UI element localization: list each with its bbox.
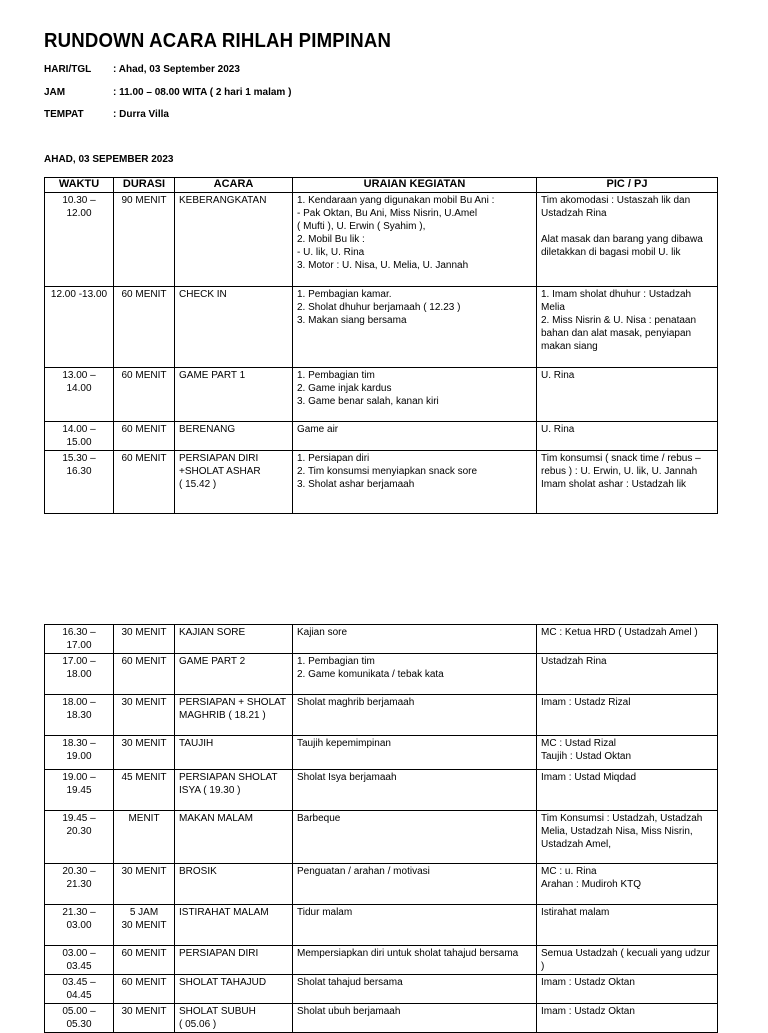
meta-row-place: [44, 109, 291, 132]
cell-pic-line: Ustadzah Amel,: [541, 839, 612, 850]
cell-acara-line: SHOLAT TAHAJUD: [179, 977, 267, 988]
table-row: [45, 422, 718, 451]
cell-uraian-line: 1. Pembagian kamar.: [297, 289, 392, 300]
cell-pic-line: rebus ) : U. Erwin, U. lik, U. Jannah: [541, 466, 698, 477]
table-row: [45, 1004, 718, 1033]
cell-uraian-line: Barbeque: [297, 813, 341, 824]
cell-acara-line: ISYA ( 19.30 ): [179, 785, 241, 796]
cell-durasi-line: 60 MENIT: [121, 656, 167, 667]
cell-uraian: [293, 864, 537, 905]
cell-uraian-line: 3. Makan siang bersama: [297, 315, 407, 326]
cell-pic-line: [541, 220, 713, 233]
cell-waktu: 19.00 – 19.45: [45, 770, 114, 811]
cell-uraian-line: 2. Mobil Bu lik :: [297, 234, 365, 245]
cell-waktu: 15.30 – 16.30: [45, 451, 114, 514]
cell-durasi-line: 30 MENIT: [121, 697, 167, 708]
cell-durasi: [114, 193, 175, 287]
meta-label: JAM: [44, 86, 66, 98]
cell-pic-line: MC : Ketua HRD ( Ustadzah Amel ): [541, 627, 698, 638]
cell-durasi: [114, 811, 175, 864]
cell-uraian: [293, 422, 537, 451]
cell-waktu: 18.30 – 19.00: [45, 736, 114, 770]
cell-uraian-line: - Pak Oktan, Bu Ani, Miss Nisrin, U.Amel: [297, 208, 478, 219]
meta-label: TEMPAT: [44, 109, 84, 120]
cell-durasi: [114, 422, 175, 451]
cell-waktu: 19.45 – 20.30: [45, 811, 114, 864]
cell-waktu: 10.30 – 12.00: [45, 193, 114, 287]
cell-acara: [175, 451, 293, 514]
header-uraian: URAIAN KEGIATAN: [293, 178, 537, 193]
cell-pic-line: Tim Konsumsi : Ustadzah, Ustadzah: [541, 813, 703, 824]
cell-durasi: [114, 736, 175, 770]
cell-acara-line: GAME PART 2: [179, 656, 246, 667]
cell-durasi-line: 30 MENIT: [121, 738, 167, 749]
cell-pic-line: Tim konsumsi ( snack time / rebus –: [541, 453, 701, 464]
cell-pic-line: MC : u. Rina: [541, 866, 597, 877]
cell-uraian: [293, 695, 537, 736]
cell-acara-line: PERSIAPAN DIRI: [179, 453, 259, 464]
header-durasi: DURASI: [114, 178, 175, 193]
cell-uraian-line: Sholat ubuh berjamaah: [297, 1006, 401, 1017]
cell-pic: [537, 422, 718, 451]
table-row: [45, 736, 718, 770]
cell-uraian: [293, 811, 537, 864]
document-title: RUNDOWN ACARA RIHLAH PIMPINAN: [44, 30, 392, 52]
cell-acara-line: BERENANG: [179, 424, 236, 435]
cell-acara: [175, 905, 293, 946]
cell-pic-line: makan siang: [541, 341, 598, 352]
cell-uraian-line: Sholat tahajud bersama: [297, 977, 403, 988]
table-row: [45, 654, 718, 695]
cell-pic-line: diletakkan di bagasi mobil U. lik: [541, 247, 681, 258]
cell-uraian: [293, 1004, 537, 1033]
cell-uraian: [293, 770, 537, 811]
cell-pic-line: bahan dan alat masak, penyiapan: [541, 328, 692, 339]
cell-pic: [537, 695, 718, 736]
cell-uraian: [293, 625, 537, 654]
cell-acara-line: +SHOLAT ASHAR: [179, 466, 261, 477]
meta-row-time: [44, 87, 291, 110]
cell-durasi: [114, 695, 175, 736]
cell-waktu: 05.00 – 05.30: [45, 1004, 114, 1033]
cell-acara: [175, 864, 293, 905]
cell-acara-line: PERSIAPAN DIRI: [179, 948, 259, 959]
cell-acara: [175, 422, 293, 451]
cell-pic: [537, 451, 718, 514]
cell-uraian-line: 2. Tim konsumsi menyiapkan snack sore: [297, 466, 478, 477]
table-row: [45, 625, 718, 654]
cell-durasi-line: 60 MENIT: [121, 948, 167, 959]
cell-durasi-line: 90 MENIT: [121, 195, 167, 206]
cell-acara-line: GAME PART 1: [179, 370, 246, 381]
cell-pic-line: Imam : Ustad Miqdad: [541, 772, 637, 783]
cell-waktu: 18.00 – 18.30: [45, 695, 114, 736]
cell-pic: [537, 625, 718, 654]
meta-label: HARI/TGL: [44, 64, 92, 75]
cell-pic-line: Melia, Ustadzah Nisa, Miss Nisrin,: [541, 826, 693, 837]
cell-durasi-line: 30 MENIT: [121, 1006, 167, 1017]
cell-durasi-line: 30 MENIT: [121, 627, 167, 638]
cell-durasi: [114, 287, 175, 368]
cell-uraian-line: 1. Pembagian tim: [297, 656, 375, 667]
day-heading: AHAD, 03 SEPEMBER 2023: [44, 154, 174, 165]
cell-pic-line: Semua Ustadzah ( kecuali yang udzur ): [541, 948, 710, 972]
cell-uraian-line: 3. Motor : U. Nisa, U. Melia, U. Jannah: [297, 260, 469, 271]
table-row: [45, 811, 718, 864]
table-row: [45, 287, 718, 368]
cell-acara-line: SHOLAT SUBUH: [179, 1006, 256, 1017]
cell-uraian: [293, 975, 537, 1004]
cell-acara-line: MAGHRIB ( 18.21 ): [179, 710, 266, 721]
cell-durasi: [114, 368, 175, 422]
cell-pic: [537, 975, 718, 1004]
table-row: [45, 905, 718, 946]
cell-waktu: 03.00 – 03.45: [45, 946, 114, 975]
cell-pic-line: Imam : Ustadz Oktan: [541, 1006, 635, 1017]
cell-pic: [537, 368, 718, 422]
cell-durasi: [114, 451, 175, 514]
cell-acara-line: TAUJIH: [179, 738, 214, 749]
cell-uraian-line: 3. Sholat ashar berjamaah: [297, 479, 415, 490]
cell-acara-line: PERSIAPAN + SHOLAT: [179, 697, 287, 708]
cell-pic: [537, 905, 718, 946]
cell-uraian-line: Mempersiapkan diri untuk sholat tahajud bersama: [297, 948, 519, 959]
cell-acara-line: ISTIRAHAT MALAM: [179, 907, 269, 918]
cell-uraian-line: - U. lik, U. Rina: [297, 247, 365, 258]
cell-durasi: [114, 1004, 175, 1033]
cell-pic: [537, 193, 718, 287]
event-meta: [44, 64, 291, 132]
cell-durasi: [114, 946, 175, 975]
cell-acara: [175, 287, 293, 368]
cell-acara: [175, 736, 293, 770]
meta-value: : Durra Villa: [113, 109, 169, 120]
cell-uraian: [293, 905, 537, 946]
cell-pic: [537, 946, 718, 975]
cell-pic-line: MC : Ustad Rizal: [541, 738, 617, 749]
cell-acara-line: ( 05.06 ): [179, 1019, 217, 1030]
table-row: [45, 946, 718, 975]
cell-durasi: [114, 625, 175, 654]
meta-value: : 11.00 – 08.00 WITA ( 2 hari 1 malam ): [113, 86, 292, 98]
cell-uraian: [293, 736, 537, 770]
cell-uraian-line: 1. Pembagian tim: [297, 370, 375, 381]
cell-pic: [537, 287, 718, 368]
cell-pic: [537, 811, 718, 864]
cell-uraian-line: Taujih kepemimpinan: [297, 738, 391, 749]
cell-durasi-line: 5 JAM: [129, 907, 159, 918]
cell-pic-line: Imam sholat ashar : Ustadzah lik: [541, 479, 687, 490]
schedule-table-2: [44, 624, 718, 1033]
header-waktu: WAKTU: [45, 178, 114, 193]
cell-waktu: 21.30 – 03.00: [45, 905, 114, 946]
cell-acara-line: BROSIK: [179, 866, 217, 877]
cell-pic-line: Melia: [541, 302, 565, 313]
cell-waktu: 16.30 – 17.00: [45, 625, 114, 654]
cell-acara: [175, 625, 293, 654]
cell-durasi-line: 60 MENIT: [121, 453, 167, 464]
table-row: [45, 451, 718, 514]
cell-pic: [537, 736, 718, 770]
cell-uraian: [293, 946, 537, 975]
cell-acara: [175, 654, 293, 695]
cell-uraian: [293, 368, 537, 422]
cell-pic-line: 2. Miss Nisrin & U. Nisa : penataan: [541, 315, 697, 326]
cell-uraian-line: 2. Sholat dhuhur berjamaah ( 12.23 ): [297, 302, 461, 313]
table-row: [45, 864, 718, 905]
cell-pic-line: Tim akomodasi : Ustaszah lik dan: [541, 195, 691, 206]
cell-durasi-line: MENIT: [128, 813, 160, 824]
cell-waktu: 17.00 – 18.00: [45, 654, 114, 695]
cell-pic-line: Imam : Ustadz Oktan: [541, 977, 635, 988]
table-row: [45, 193, 718, 287]
cell-uraian-line: 1. Persiapan diri: [297, 453, 370, 464]
cell-pic: [537, 654, 718, 695]
cell-pic-line: Alat masak dan barang yang dibawa: [541, 234, 703, 245]
table-row: [45, 770, 718, 811]
cell-uraian-line: 2. Game injak kardus: [297, 383, 392, 394]
cell-uraian: [293, 654, 537, 695]
cell-pic-line: 1. Imam sholat dhuhur : Ustadzah: [541, 289, 692, 300]
cell-pic-line: Ustadzah Rina: [541, 208, 607, 219]
meta-row-date: [44, 64, 291, 87]
cell-durasi: [114, 975, 175, 1004]
table-row: [45, 695, 718, 736]
cell-durasi-line: 60 MENIT: [121, 289, 167, 300]
header-acara: ACARA: [175, 178, 293, 193]
cell-acara: [175, 975, 293, 1004]
cell-uraian-line: Sholat maghrib berjamaah: [297, 697, 415, 708]
cell-acara-line: MAKAN MALAM: [179, 813, 253, 824]
cell-pic: [537, 770, 718, 811]
schedule-table-1: [44, 177, 718, 514]
cell-acara: [175, 193, 293, 287]
cell-durasi: [114, 770, 175, 811]
cell-waktu: 12.00 -13.00: [45, 287, 114, 368]
cell-durasi-line: 30 MENIT: [121, 866, 167, 877]
cell-waktu: 13.00 – 14.00: [45, 368, 114, 422]
cell-acara: [175, 946, 293, 975]
cell-pic-line: U. Rina: [541, 424, 575, 435]
cell-acara-line: CHECK IN: [179, 289, 227, 300]
cell-uraian-line: Kajian sore: [297, 627, 348, 638]
cell-pic-line: Taujih : Ustad Oktan: [541, 751, 632, 762]
cell-uraian-line: 1. Kendaraan yang digunakan mobil Bu Ani :: [297, 195, 495, 206]
cell-uraian: [293, 451, 537, 514]
cell-acara-line: KEBERANGKATAN: [179, 195, 267, 206]
cell-waktu: 03.45 – 04.45: [45, 975, 114, 1004]
cell-pic-line: Imam : Ustadz Rizal: [541, 697, 631, 708]
header-pic: PIC / PJ: [537, 178, 718, 193]
cell-acara: [175, 811, 293, 864]
cell-pic-line: Arahan : Mudiroh KTQ: [541, 879, 642, 890]
cell-durasi: [114, 864, 175, 905]
cell-acara-line: PERSIAPAN SHOLAT: [179, 772, 278, 783]
cell-acara: [175, 695, 293, 736]
cell-acara: [175, 368, 293, 422]
cell-uraian: [293, 193, 537, 287]
table-row: [45, 368, 718, 422]
cell-waktu: 20.30 – 21.30: [45, 864, 114, 905]
cell-uraian-line: Tidur malam: [297, 907, 353, 918]
cell-uraian-line: Game air: [297, 424, 339, 435]
cell-uraian-line: Sholat Isya berjamaah: [297, 772, 397, 783]
cell-uraian-line: 3. Game benar salah, kanan kiri: [297, 396, 439, 407]
cell-durasi-line: 60 MENIT: [121, 424, 167, 435]
cell-durasi: [114, 905, 175, 946]
cell-acara: [175, 770, 293, 811]
cell-durasi-line: 60 MENIT: [121, 977, 167, 988]
cell-durasi: [114, 654, 175, 695]
cell-pic-line: U. Rina: [541, 370, 575, 381]
cell-durasi-line: 60 MENIT: [121, 370, 167, 381]
cell-pic: [537, 864, 718, 905]
cell-durasi-line: 45 MENIT: [121, 772, 167, 783]
cell-acara-line: KAJIAN SORE: [179, 627, 246, 638]
cell-acara: [175, 1004, 293, 1033]
cell-uraian: [293, 287, 537, 368]
cell-pic-line: Ustadzah Rina: [541, 656, 607, 667]
cell-uraian-line: 2. Game komunikata / tebak kata: [297, 669, 444, 680]
cell-waktu: 14.00 – 15.00: [45, 422, 114, 451]
table-row: [45, 975, 718, 1004]
meta-value: : Ahad, 03 September 2023: [113, 64, 240, 75]
cell-uraian-line: ( Mufti ), U. Erwin ( Syahim ),: [297, 221, 426, 232]
cell-pic: [537, 1004, 718, 1033]
cell-uraian-line: Penguatan / arahan / motivasi: [297, 866, 430, 877]
cell-acara-line: ( 15.42 ): [179, 479, 217, 490]
cell-durasi-line: 30 MENIT: [121, 920, 167, 931]
cell-pic-line: Istirahat malam: [541, 907, 610, 918]
